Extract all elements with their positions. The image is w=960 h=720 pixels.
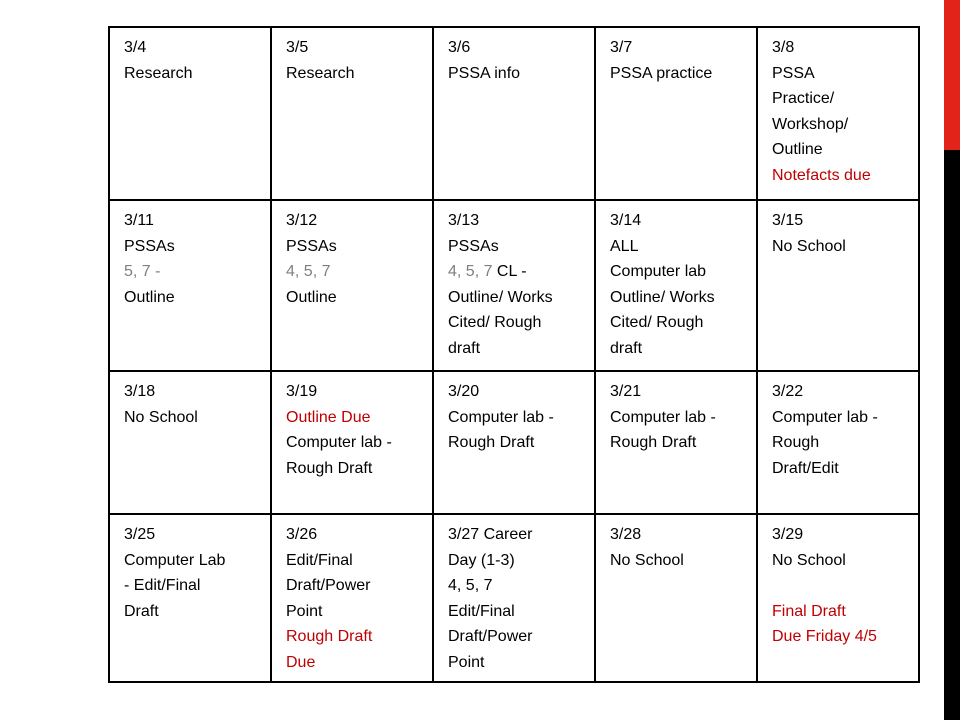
cell-text: Draft/Edit	[772, 459, 839, 477]
cell-line	[286, 35, 424, 61]
cell-line	[124, 599, 262, 625]
cell-text: Computer lab -	[448, 408, 554, 426]
right-edge-accent	[944, 0, 960, 150]
cell-text: PSSAs	[124, 237, 175, 255]
day-cell	[757, 200, 919, 371]
cell-line	[124, 548, 262, 574]
day-cell	[109, 27, 271, 200]
cell-text: Research	[286, 64, 355, 82]
cell-line	[610, 61, 748, 87]
cell-text: 3/28	[610, 526, 642, 543]
day-cell	[595, 371, 757, 514]
cell-text: Research	[124, 64, 193, 82]
cell-line	[124, 259, 262, 285]
cell-text: 3/22	[772, 383, 804, 400]
cell-line	[286, 285, 424, 311]
cell-line	[124, 35, 262, 61]
cell-text: No School	[772, 237, 846, 255]
cell-text: Rough Draft	[286, 628, 373, 645]
cell-line	[772, 61, 910, 87]
cell-text: 3/25	[124, 526, 156, 543]
cell-line	[448, 599, 586, 625]
cell-text: Due	[286, 653, 316, 671]
cell-text: PSSA info	[448, 64, 521, 82]
cell-text: Point	[286, 602, 323, 620]
cell-text: No School	[124, 408, 198, 426]
cell-text: 3/11	[124, 212, 154, 229]
cell-line	[772, 430, 910, 456]
day-cell	[433, 200, 595, 371]
cell-text: 3/4	[124, 39, 147, 56]
cell-text: 3/27 Career	[448, 526, 533, 543]
cell-line	[286, 259, 424, 285]
cell-text: 4, 5, 7	[286, 263, 331, 280]
cell-text: Edit/Final	[448, 602, 515, 620]
cell-line	[124, 234, 262, 260]
cell-text: Practice/	[772, 90, 835, 107]
cell-text: 3/5	[286, 39, 309, 56]
cell-text: Rough Draft	[610, 434, 697, 451]
cell-line	[772, 522, 910, 548]
cell-text: Outline	[772, 141, 823, 158]
schedule-body	[109, 27, 919, 682]
cell-line	[286, 405, 424, 431]
cell-text: Outline/ Works	[448, 288, 553, 306]
cell-line	[286, 208, 424, 234]
cell-text: 3/19	[286, 383, 318, 400]
day-cell	[595, 27, 757, 200]
cell-text: Workshop/	[772, 115, 849, 133]
cell-line	[610, 234, 748, 260]
cell-line	[772, 456, 910, 482]
cell-text: 3/13	[448, 212, 480, 229]
cell-line	[610, 548, 748, 574]
cell-text: 3/26	[286, 526, 318, 543]
cell-line	[124, 379, 262, 405]
cell-text: PSSA	[772, 64, 815, 82]
cell-text: draft	[448, 339, 481, 357]
day-cell	[757, 514, 919, 682]
cell-line	[772, 599, 910, 625]
right-edge-bar	[944, 0, 960, 720]
day-cell	[595, 514, 757, 682]
cell-line	[610, 522, 748, 548]
cell-line	[448, 650, 586, 676]
schedule-table	[108, 26, 920, 683]
cell-line	[448, 234, 586, 260]
cell-line	[124, 61, 262, 87]
cell-text: CL -	[492, 263, 527, 280]
cell-text: Computer Lab	[124, 551, 226, 569]
day-cell	[109, 371, 271, 514]
cell-line	[772, 137, 910, 163]
cell-line	[772, 208, 910, 234]
cell-text: Computer lab -	[772, 408, 878, 426]
day-cell	[271, 27, 433, 200]
cell-text: Computer lab -	[610, 408, 716, 426]
cell-line	[448, 208, 586, 234]
cell-line	[124, 573, 262, 599]
cell-line	[286, 234, 424, 260]
cell-line	[610, 208, 748, 234]
cell-line	[448, 310, 586, 336]
cell-text: PSSAs	[448, 237, 499, 255]
cell-line	[772, 163, 910, 189]
cell-line	[448, 35, 586, 61]
cell-line	[124, 405, 262, 431]
day-cell	[271, 371, 433, 514]
cell-text: Cited/ Rough	[448, 314, 542, 331]
cell-line	[772, 405, 910, 431]
cell-text: Draft/Power	[448, 628, 533, 645]
day-cell	[109, 514, 271, 682]
cell-line	[610, 310, 748, 336]
cell-line	[610, 35, 748, 61]
cell-line	[286, 548, 424, 574]
cell-line	[610, 405, 748, 431]
cell-line	[448, 430, 586, 456]
cell-text: 3/21	[610, 383, 642, 400]
cell-line	[286, 650, 424, 676]
day-cell	[109, 200, 271, 371]
cell-text: 3/12	[286, 212, 318, 229]
day-cell	[757, 371, 919, 514]
cell-text: Outline	[286, 288, 337, 306]
cell-text: 3/14	[610, 212, 642, 229]
day-cell	[433, 514, 595, 682]
day-cell	[433, 27, 595, 200]
cell-text: Notefacts due	[772, 166, 871, 184]
cell-text: 3/7	[610, 39, 633, 56]
cell-line	[448, 548, 586, 574]
cell-text: Point	[448, 653, 485, 671]
cell-line	[286, 522, 424, 548]
cell-line	[448, 336, 586, 362]
cell-line	[448, 285, 586, 311]
cell-text: 3/8	[772, 39, 795, 56]
cell-text: 3/6	[448, 39, 471, 56]
cell-text: Day (1-3)	[448, 551, 515, 569]
cell-line	[772, 573, 910, 599]
cell-text: Final Draft	[772, 602, 846, 620]
cell-line	[448, 624, 586, 650]
cell-text: ALL	[610, 237, 639, 255]
cell-text: Rough Draft	[448, 434, 535, 451]
cell-text: Draft	[124, 602, 159, 620]
cell-line	[448, 379, 586, 405]
week-row	[109, 27, 919, 200]
cell-line	[448, 61, 586, 87]
cell-text: Outline	[124, 288, 175, 306]
cell-line	[772, 35, 910, 61]
week-row	[109, 514, 919, 682]
cell-line	[286, 430, 424, 456]
cell-line	[286, 624, 424, 650]
cell-line	[286, 599, 424, 625]
week-row	[109, 200, 919, 371]
cell-text: Edit/Final	[286, 551, 353, 569]
cell-line	[286, 379, 424, 405]
day-cell	[271, 200, 433, 371]
cell-text: No School	[610, 551, 684, 569]
cell-text: No School	[772, 551, 846, 569]
cell-text: PSSA practice	[610, 64, 713, 82]
cell-text: 3/20	[448, 383, 480, 400]
cell-text: Rough	[772, 434, 820, 451]
cell-line	[286, 61, 424, 87]
cell-line	[448, 405, 586, 431]
cell-text: 5, 7 -	[124, 263, 161, 280]
cell-text: PSSAs	[286, 237, 337, 255]
cell-text: 4, 5, 7	[448, 263, 493, 280]
cell-text: Draft/Power	[286, 577, 371, 594]
cell-text: Computer lab	[610, 263, 707, 280]
cell-line	[286, 456, 424, 482]
day-cell	[757, 27, 919, 200]
cell-line	[124, 285, 262, 311]
cell-line	[448, 259, 586, 285]
day-cell	[271, 514, 433, 682]
cell-text: Cited/ Rough	[610, 314, 704, 331]
cell-line	[772, 86, 910, 112]
cell-line	[610, 259, 748, 285]
cell-text: 3/18	[124, 383, 156, 400]
cell-line	[610, 430, 748, 456]
cell-text: 3/29	[772, 526, 804, 543]
cell-line	[610, 379, 748, 405]
cell-text: draft	[610, 339, 643, 357]
cell-text: Outline/ Works	[610, 288, 715, 306]
cell-text: 4, 5, 7	[448, 577, 493, 594]
day-cell	[595, 200, 757, 371]
cell-text: Outline Due	[286, 408, 371, 426]
cell-line	[772, 624, 910, 650]
cell-line	[124, 208, 262, 234]
cell-text: - Edit/Final	[124, 577, 201, 594]
cell-line	[448, 573, 586, 599]
cell-line	[610, 285, 748, 311]
cell-line	[448, 522, 586, 548]
cell-line	[772, 112, 910, 138]
cell-text: 3/15	[772, 212, 804, 229]
cell-line	[124, 522, 262, 548]
day-cell	[433, 371, 595, 514]
cell-line	[772, 548, 910, 574]
cell-line	[286, 573, 424, 599]
cell-line	[610, 336, 748, 362]
cell-line	[772, 379, 910, 405]
cell-text: Rough Draft	[286, 459, 373, 477]
week-row	[109, 371, 919, 514]
cell-line	[772, 234, 910, 260]
cell-text: Computer lab -	[286, 434, 392, 451]
cell-text: Due Friday 4/5	[772, 628, 877, 645]
